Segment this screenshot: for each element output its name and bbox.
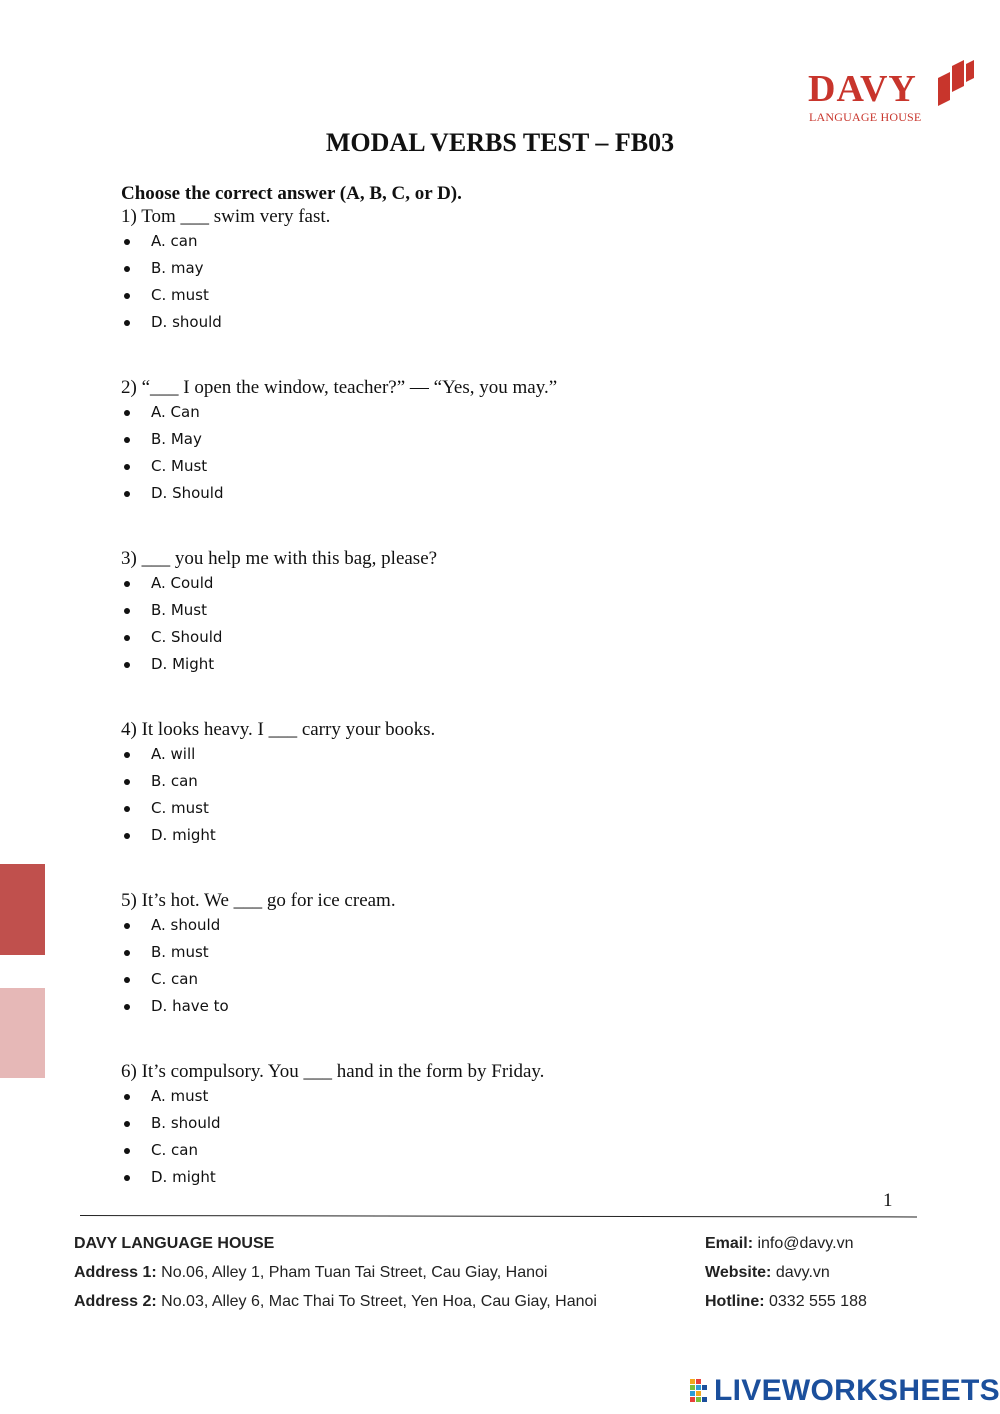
footer-divider — [80, 1215, 917, 1217]
flag-icon — [930, 56, 974, 108]
bullet-icon — [124, 1004, 130, 1010]
option-list — [121, 228, 821, 336]
option-label: C. can — [151, 1141, 198, 1159]
question-2 — [121, 377, 821, 507]
bullet-icon — [124, 923, 130, 929]
option-c[interactable] — [121, 795, 821, 822]
website-label: Website: — [705, 1264, 772, 1281]
bullet-icon — [124, 410, 130, 416]
footer-address-1 — [74, 1264, 547, 1282]
bullet-icon — [124, 950, 130, 956]
bullet-icon — [124, 239, 130, 245]
bullet-icon — [124, 635, 130, 641]
option-label: C. must — [151, 799, 209, 817]
question-text: 5) It’s hot. We ___ go for ice cream. — [121, 890, 396, 911]
email-value[interactable]: info@davy.vn — [757, 1235, 854, 1252]
option-label: B. must — [151, 943, 209, 961]
logo-subtitle: LANGUAGE HOUSE — [809, 110, 922, 124]
option-list — [121, 741, 821, 849]
option-list — [121, 399, 821, 507]
option-label: D. have to — [151, 997, 229, 1015]
side-accent-pink — [0, 988, 45, 1078]
option-a[interactable] — [121, 399, 821, 426]
instruction: Choose the correct answer (A, B, C, or D). — [121, 183, 462, 204]
option-label: D. might — [151, 826, 216, 844]
option-label: C. can — [151, 970, 198, 988]
option-b[interactable] — [121, 1110, 821, 1137]
bullet-icon — [124, 320, 130, 326]
question-5 — [121, 890, 821, 1020]
address2-value: No.03, Alley 6, Mac Thai To Street, Yen Hoa, Cau Giay, Hanoi — [161, 1293, 597, 1310]
bullet-icon — [124, 1175, 130, 1181]
hotline-value: 0332 555 188 — [769, 1293, 867, 1310]
option-d[interactable] — [121, 480, 821, 507]
option-label: A. Can — [151, 403, 200, 421]
brand-text: LIVEWORKSHEETS — [714, 1374, 1000, 1407]
logo-word: DAVY — [808, 68, 917, 110]
option-a[interactable] — [121, 570, 821, 597]
bullet-icon — [124, 833, 130, 839]
question-4 — [121, 719, 821, 849]
option-label: B. Must — [151, 601, 207, 619]
bullet-icon — [124, 293, 130, 299]
footer-hotline — [705, 1293, 867, 1311]
option-label: B. should — [151, 1114, 221, 1132]
option-label: A. will — [151, 745, 196, 763]
question-text: 3) ___ you help me with this bag, please? — [121, 548, 438, 569]
option-c[interactable] — [121, 282, 821, 309]
option-list — [121, 1083, 821, 1191]
option-c[interactable] — [121, 453, 821, 480]
davy-logo — [806, 56, 976, 126]
bullet-icon — [124, 464, 130, 470]
option-d[interactable] — [121, 309, 821, 336]
option-list — [121, 912, 821, 1020]
option-d[interactable] — [121, 1164, 821, 1191]
option-label: B. can — [151, 772, 198, 790]
company-name: DAVY LANGUAGE HOUSE — [74, 1235, 275, 1252]
address1-value: No.06, Alley 1, Pham Tuan Tai Street, Cau Giay, Hanoi — [161, 1264, 548, 1281]
option-label: D. Might — [151, 655, 215, 673]
address2-label: Address 2: — [74, 1293, 157, 1310]
page-title: MODAL VERBS TEST – FB03 — [325, 128, 675, 157]
option-b[interactable] — [121, 768, 821, 795]
question-text: 4) It looks heavy. I ___ carry your books. — [121, 719, 436, 740]
option-label: D. might — [151, 1168, 216, 1186]
option-b[interactable] — [121, 597, 821, 624]
bullet-icon — [124, 581, 130, 587]
question-6 — [121, 1061, 821, 1191]
option-d[interactable] — [121, 651, 821, 678]
option-d[interactable] — [121, 822, 821, 849]
option-c[interactable] — [121, 1137, 821, 1164]
option-b[interactable] — [121, 426, 821, 453]
question-3 — [121, 548, 821, 678]
option-label: A. must — [151, 1087, 209, 1105]
bullet-icon — [124, 1148, 130, 1154]
bullet-icon — [124, 662, 130, 668]
address1-label: Address 1: — [74, 1264, 157, 1281]
option-c[interactable] — [121, 966, 821, 993]
option-label: C. Must — [151, 457, 208, 475]
option-label: A. should — [151, 916, 221, 934]
bullet-icon — [124, 779, 130, 785]
footer-email — [705, 1235, 853, 1253]
liveworksheets-logo-icon — [690, 1379, 710, 1403]
question-1 — [121, 206, 821, 336]
option-label: A. can — [151, 232, 198, 250]
bullet-icon — [124, 1094, 130, 1100]
option-label: B. May — [151, 430, 202, 448]
option-label: D. Should — [151, 484, 224, 502]
email-label: Email: — [705, 1235, 754, 1252]
option-label: B. may — [151, 259, 204, 277]
option-label: A. Could — [151, 574, 214, 592]
option-list — [121, 570, 821, 678]
bullet-icon — [124, 608, 130, 614]
question-text: 2) “___ I open the window, teacher?” — “Yes, you may.” — [121, 377, 558, 398]
footer-company — [74, 1235, 274, 1253]
option-b[interactable] — [121, 939, 821, 966]
side-accent-red — [0, 864, 45, 955]
question-text: 6) It’s compulsory. You ___ hand in the form by Friday. — [121, 1061, 545, 1082]
bullet-icon — [124, 1121, 130, 1127]
bullet-icon — [124, 491, 130, 497]
bullet-icon — [124, 266, 130, 272]
question-text: 1) Tom ___ swim very fast. — [121, 206, 331, 227]
option-a[interactable] — [121, 228, 821, 255]
option-a[interactable] — [121, 741, 821, 768]
hotline-label: Hotline: — [705, 1293, 765, 1310]
footer-website — [705, 1264, 830, 1282]
option-b[interactable] — [121, 255, 821, 282]
bullet-icon — [124, 437, 130, 443]
option-a[interactable] — [121, 912, 821, 939]
page-number: 1 — [883, 1190, 893, 1211]
option-label: C. Should — [151, 628, 223, 646]
website-value[interactable]: davy.vn — [775, 1264, 830, 1281]
bullet-icon — [124, 752, 130, 758]
bullet-icon — [124, 806, 130, 812]
footer-address-2 — [74, 1293, 597, 1311]
option-c[interactable] — [121, 624, 821, 651]
option-a[interactable] — [121, 1083, 821, 1110]
option-label: D. should — [151, 313, 222, 331]
option-label: C. must — [151, 286, 209, 304]
liveworksheets-brand[interactable] — [690, 1374, 1000, 1408]
bullet-icon — [124, 977, 130, 983]
option-d[interactable] — [121, 993, 821, 1020]
